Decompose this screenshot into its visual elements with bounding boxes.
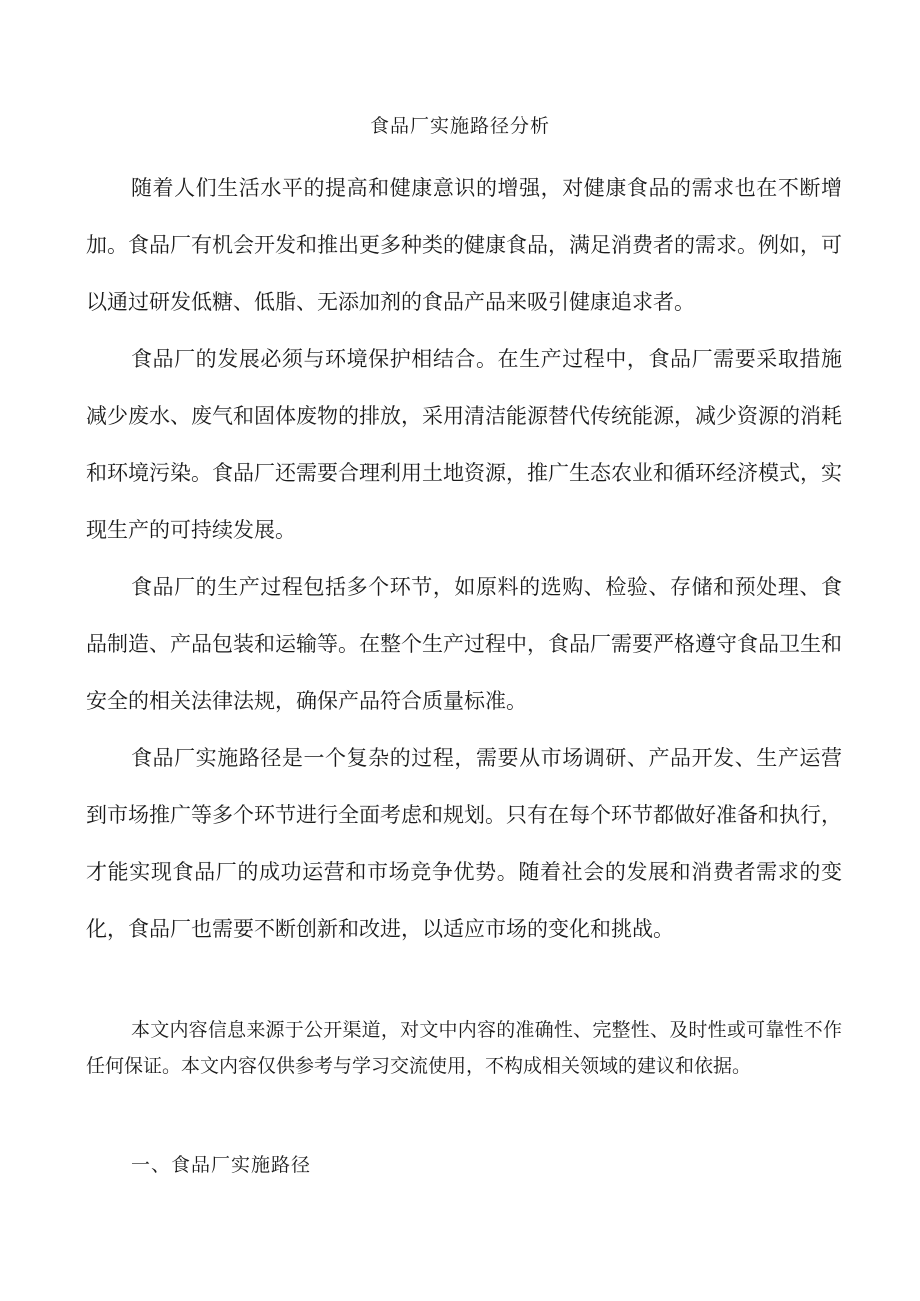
paragraph-implementation-path: 食品厂实施路径是一个复杂的过程，需要从市场调研、产品开发、生产运营到市场推广等多个环节进行全面考虑和规划。只有在每个环节都做好准备和执行，才能实现食品厂的成功运营和市场竞争优势。随着社会的发展和消费者需求的变化，食品厂也需要不断创新和改进，以适应市场的变化和挑战。 [86,746,842,941]
paragraph-environmental-protection: 食品厂的发展必须与环境保护相结合。在生产过程中，食品厂需要采取措施减少废水、废气和固体废物的排放，采用清洁能源替代传统能源，减少资源的消耗和环境污染。食品厂还需要合理利用土地资源，推广生态农业和循环经济模式，实现生产的可持续发展。 [86,347,842,542]
paragraph-health-food-demand: 随着人们生活水平的提高和健康意识的增强，对健康食品的需求也在不断增加。食品厂有机会开发和推出更多种类的健康食品，满足消费者的需求。例如，可以通过研发低糖、低脂、无添加剂的食品产品来吸引健康追求者。 [86,176,842,314]
section-heading: 一、食品厂实施路径 [131,1154,312,1176]
document-title: 食品厂实施路径分析 [369,115,550,137]
paragraph-production-process: 食品厂的生产过程包括多个环节，如原料的选购、检验、存储和预处理、食品制造、产品包装和运输等。在整个生产过程中，食品厂需要严格遵守食品卫生和安全的相关法律法规，确保产品符合质量标准。 [86,575,842,713]
disclaimer-paragraph: 本文内容信息来源于公开渠道，对文中内容的准确性、完整性、及时性或可靠性不作任何保证。本文内容仅供参考与学习交流使用，不构成相关领域的建议和依据。 [86,1019,842,1077]
